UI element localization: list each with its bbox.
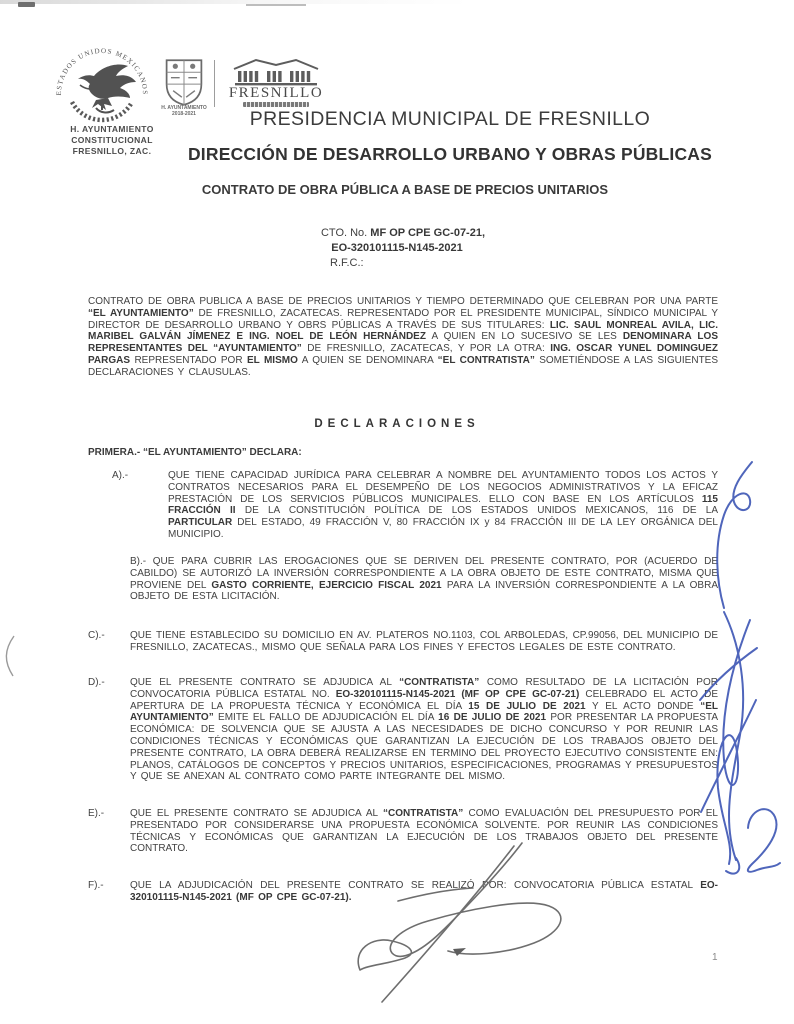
page-subtitle: DIRECCIÓN DE DESARROLLO URBANO Y OBRAS PÚBLICAS [187,144,713,164]
contract-number-line: CTO. No. MF OP CPE GC-07-21, [320,227,486,239]
seal-caption-line1: H. AYUNTAMIENTO [70,124,154,134]
opening-paragraph: CONTRATO DE OBRA PUBLICA A BASE DE PRECIOS UNITARIOS Y TIEMPO DETERMINADO QUE CELEBRAN POR UNA PARTE “EL AYUNTAMIENTO” DE FRESNILLO, ZACATECAS. REPRESENTADO POR EL PRESIDENTE MUNICIPAL, SÍNDICO MUNICIPAL Y DIRECTOR DE DESARROLLO URBANO Y OBRS PÚBLICAS A TRAVÉS DE SUS TITULARES: LIC. SAUL MONREAL AVILA, LIC. MARIBEL GALVÁN JÍMENEZ E ING. NOEL DE LEÓN HERNÁNDEZ A QUIEN EN LO SUCESIVO SE LES DENOMINARA LOS REPRESENTANTES DEL “AYUNTAMIENTO” DE FRESNILLO, ZACATECAS, Y POR LA OTRA: ING. OSCAR YUNEL DOMINGUEZ PARGAS REPRESENTADO POR EL MISMO A QUIEN SE DENOMINARA “EL CONTRATISTA” SOMETIÉNDOSE A LAS SIGUIENTES DECLARACIONES Y CLAUSULAS. [88,296,719,378]
declaration-text-c: QUE TIENE ESTABLECIDO SU DOMICILIO EN AV. PLATEROS NO.1103, COL ARBOLEDAS, CP.99056, DEL MUNICIPIO DE FRESNILLO, ZACATECAS., MISMO QUE SEÑALA PARA LOS FINES Y EFECTOS LEGALES DE ESTE CONTRATO. [130,630,718,653]
eagle-silhouette [78,64,136,98]
municipal-shield-icon [161,57,207,107]
declaration-label-e: E).- [88,808,105,819]
declaration-item-c [88,630,718,654]
fresnillo-tagline-bar [243,102,309,107]
declaration-text-f: QUE LA ADJUDICACIÓN DEL PRESENTE CONTRATO SE REALIZÓ POR: CONVOCATORIA PÚBLICA ESTATAL EO-320101115-N145-2021 (MF OP CPE GC-07-21). [130,880,718,903]
declaration-item-a [112,470,718,541]
declarations-heading: DECLARACIONES [314,418,480,430]
seal-caption-line3: FRESNILLO, ZAC. [72,146,152,156]
declaration-label-b: B).- [130,556,147,567]
scan-artifact-left-curve [0,630,22,682]
page-number: 1 [712,952,718,963]
declaration-text-e: QUE EL PRESENTE CONTRATO SE ADJUDICA AL “CONTRATISTA” COMO EVALUACIÓN DEL PRESUPUESTO POR EL PRESENTADO POR CONSIDERARSE UNA PROPUESTA ECONÓMICA SOLVENTE. POR REUNIR LAS CONDICIONES TÉCNICAS Y ECONÓMICAS QUE GARANTIZAN LA EJECUCIÓN DE LOS TRABAJOS OBJETO DEL PRESENTE CONTRATO. [130,808,718,855]
shield-caption-line2: 2018-2021 [172,111,196,117]
tender-number-line: EO-320101115-N145-2021 [331,242,463,254]
declaration-text-a: QUE TIENE CAPACIDAD JURÍDICA PARA CELEBRAR A NOMBRE DEL AYUNTAMIENTO TODOS LOS ACTOS Y CONTRATOS NECESARIOS PARA EL DESEMPEÑO DE LOS NEGOCIOS ADMINISTRATIVOS Y LA EFICAZ PRESTACIÓN DE LOS SERVICIOS PÚBLICOS MUNICIPALES. ELLO CON BASE EN LOS ARTÍCULOS 115 FRACCIÓN II DE LA CONSTITUCIÓN POLÍTICA DE LOS ESTADOS UNIDOS MEXICANOS, 116 DE LA PARTICULAR DEL ESTADO, 49 FRACCIÓN V, 80 FRACCIÓN IX y 84 FRACCIÓN III DE LA LEY ORGÁNICA DEL MUNICIPIO. [168,470,719,540]
primera-declaration-heading: PRIMERA.- “EL AYUNTAMIENTO” DECLARA: [88,447,302,458]
declaration-label-d: D).- [88,677,105,688]
scan-artifact-top-edge [0,0,470,4]
logo-divider [214,60,215,107]
signature-ink-blot [453,948,466,956]
seal-caption-line2: CONSTITUCIONAL [71,135,153,145]
declaration-label-a: A).- [112,470,129,481]
fresnillo-wordmark: FRESNILLO [228,85,324,101]
declaration-item-f [88,880,718,904]
rfc-line: R.F.C.: [330,257,364,269]
declaration-label-c: C).- [88,630,105,641]
shield-caption-line1: H. AYUNTAMIENTO [161,105,207,111]
declaration-item-d [88,677,718,783]
municipal-palace-icon [230,56,322,86]
declaration-item-e [88,808,718,855]
scan-artifact-dash-2 [246,4,306,6]
document-type-title: CONTRATO DE OBRA PÚBLICA A BASE DE PRECIOS UNITARIOS [201,182,609,197]
handwritten-signature [350,830,585,1020]
blue-pen-numeral-2 [748,809,780,872]
seal-arc-text: ESTADOS UNIDOS MEXICANOS [54,46,150,96]
page-title: PRESIDENCIA MUNICIPAL DE FRESNILLO [249,108,651,130]
declaration-label-f: F).- [88,880,104,891]
declaration-text-d: QUE EL PRESENTE CONTRATO SE ADJUDICA AL “CONTRATISTA” COMO RESULTADO DE LA LICITACIÓN POR CONVOCATORIA PÚBLICA ESTATAL NO. EO-320101115-N145-2021 (MF OP CPE GC-07-21) CELEBRADO EL ACTO DE APERTURA DE LA PROPUESTA TÉCNICA Y ECONÓMICA EL DÍA 15 DE JULIO DE 2021 Y EL ACTO DONDE “EL AYUNTAMIENTO” EMITE EL FALLO DE ADJUDICACIÓN EL DÍA 16 DE JULIO DE 2021 POR PRESENTAR LA PROPUESTA ECONÓMICA: DE SOLVENCIA QUE SE AJUSTA A LAS NECESIDADES DE DICHO CONCURSO Y POR REUNIR LAS CONDICIONES TÉCNICAS Y ECONÓMICAS QUE GARANTIZAN LA EJECUCIÓN DE LOS TRABAJOS OBJETO DEL PRESENTE CONTRATO, LA OBRA DEBERÁ REALIZARSE EN TERMINO DEL PROYECTO EJECUTIVO CONSISTENTE EN: PLANOS, CATÁLOGOS DE CONCEPTOS Y PRECIOS UNITARIOS, ESPECIFICACIONES, PROGRAMAS Y PRESUPUESTOS Y QUE SE ANEXAN AL CONTRATO COMO PARTE INTEGRANTE DEL MISMO. [130,677,718,783]
declaration-text-b: QUE PARA CUBRIR LAS EROGACIONES QUE SE DERIVEN DEL PRESENTE CONTRATO, POR (ACUERDO DE CABILDO) SE AUTORIZÓ LA INVERSIÓN CORRESPONDIENTE A LA OBRA OBJETO DE ESTE CONTRATO, MISMA QUE PROVIENE DEL GASTO CORRIENTE, EJERCICIO FISCAL 2021 PARA LA INVERSIÓN CORRESPONDIENTE A LA OBRA OBJETO DE ESTA LICITACIÓN. [130,556,718,603]
scan-artifact-dash [18,2,35,7]
declaration-item-b [130,556,718,603]
